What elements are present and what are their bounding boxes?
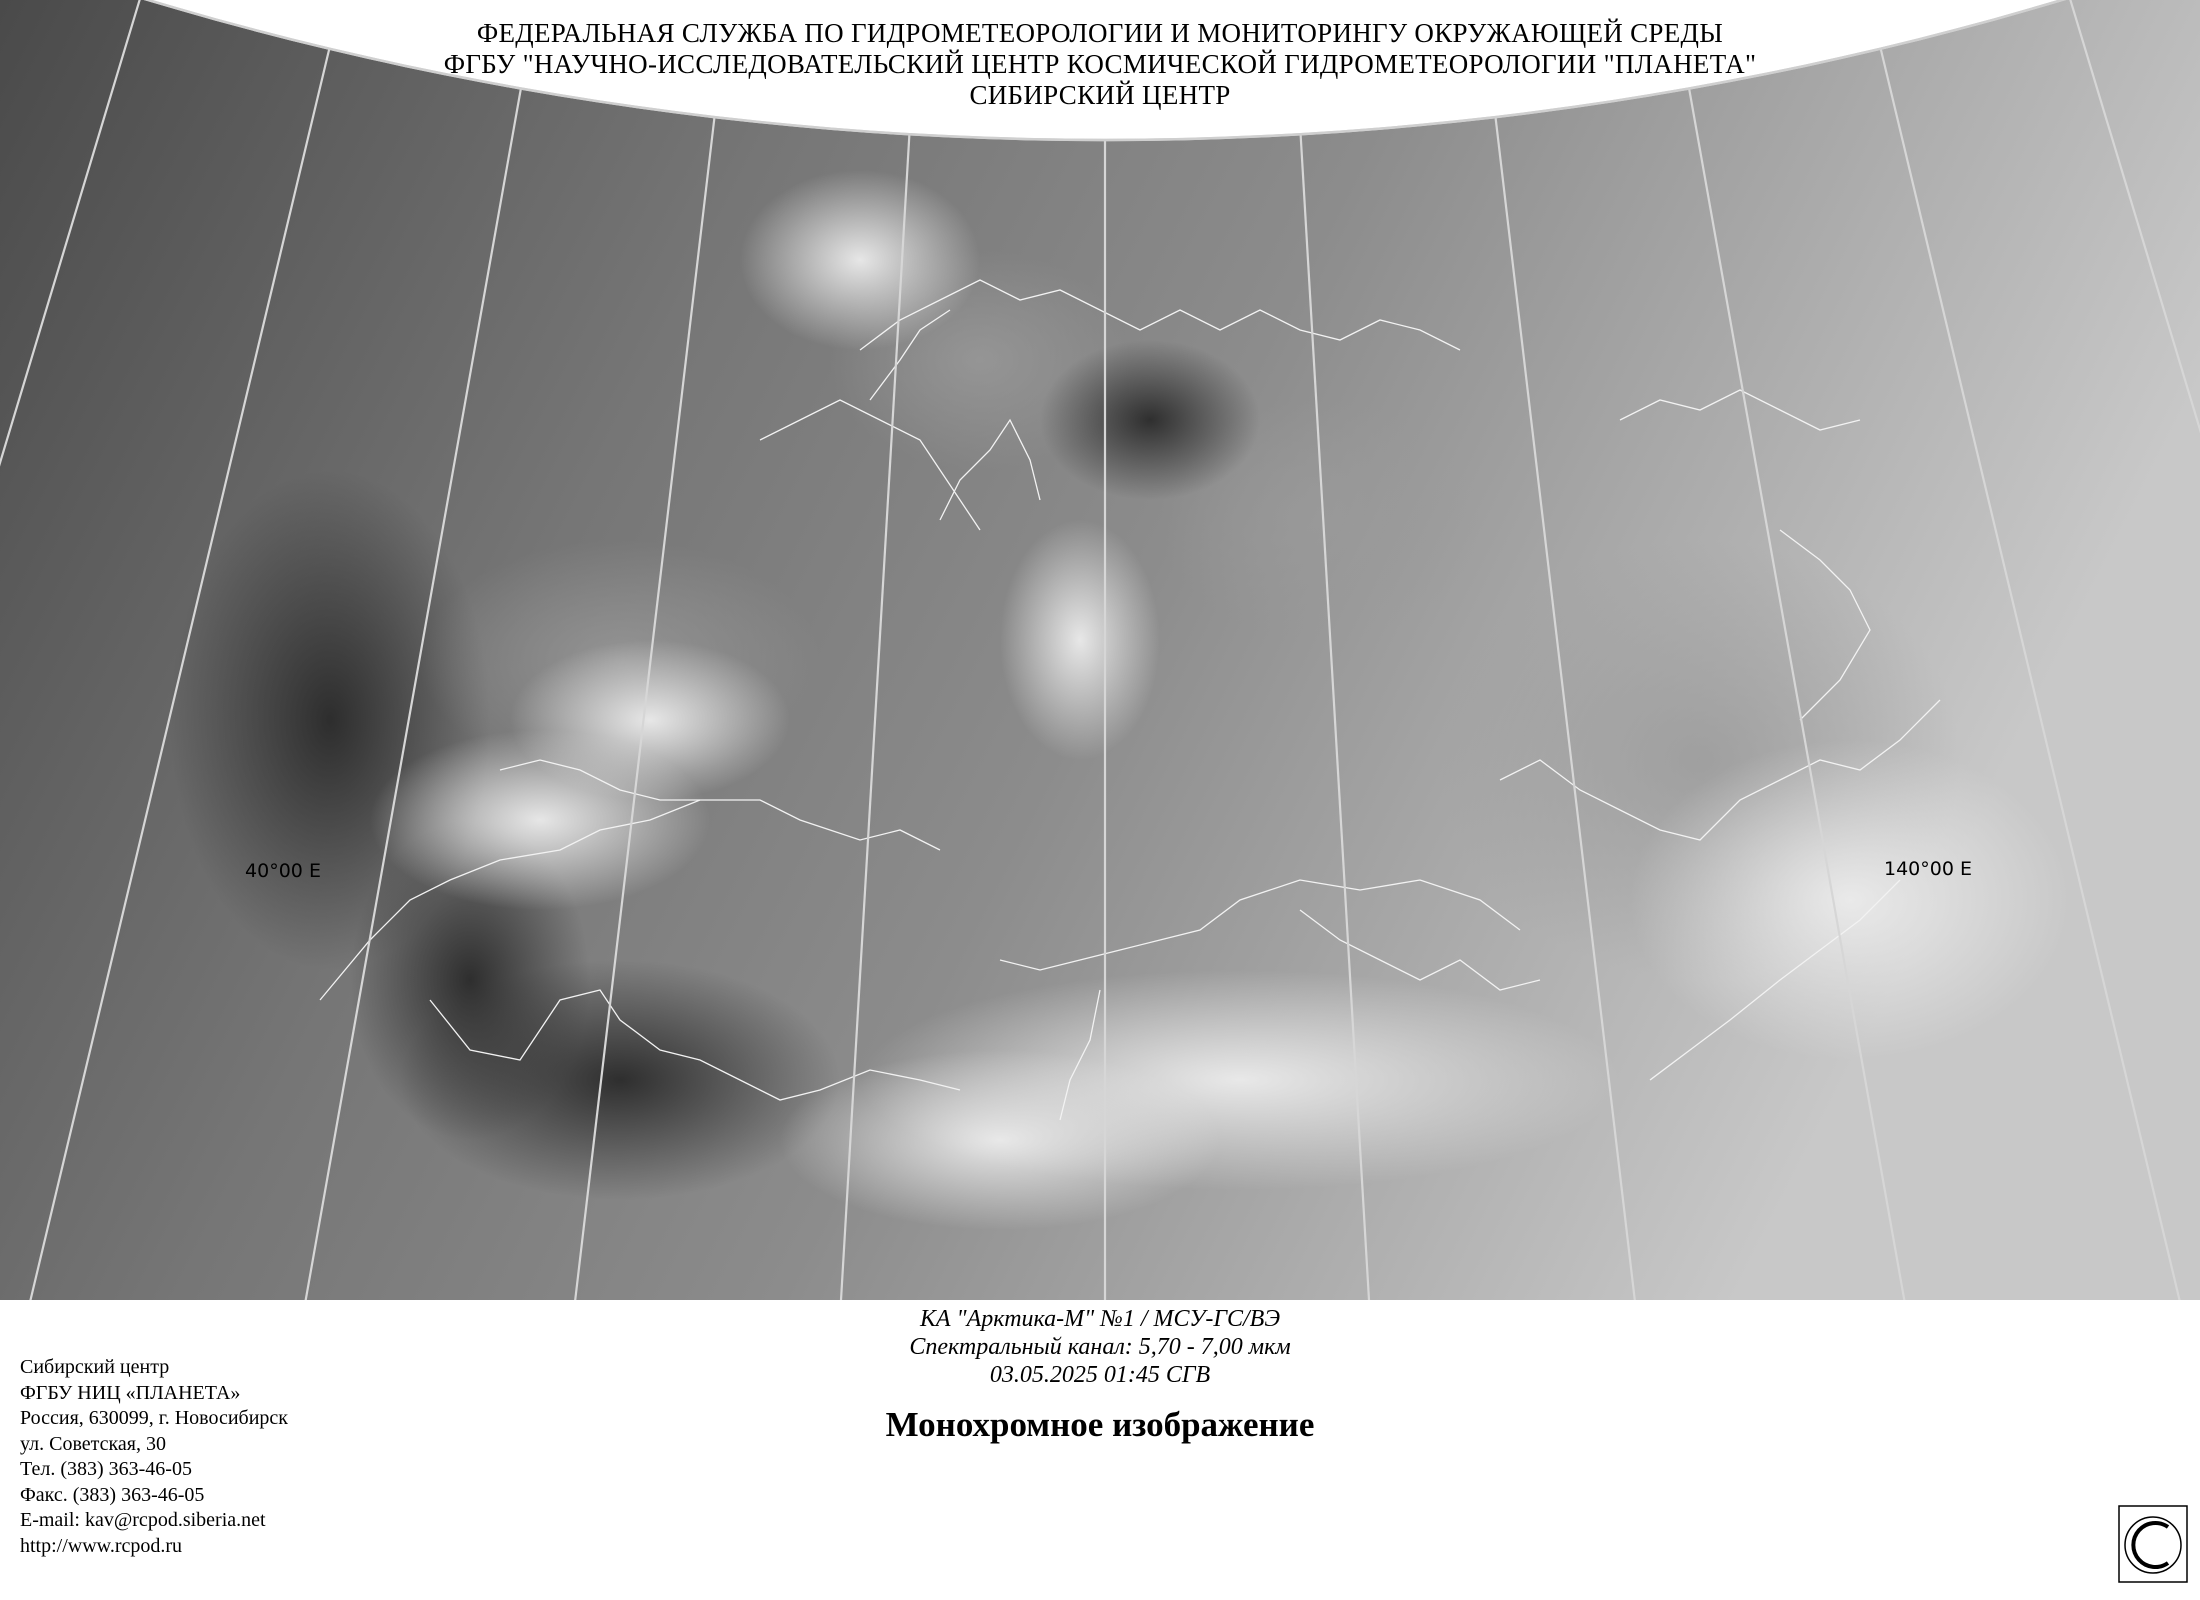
contact-website: http://www.rcpod.ru [20,1534,183,1557]
header-line-1: ФЕДЕРАЛЬНАЯ СЛУЖБА ПО ГИДРОМЕТЕОРОЛОГИИ И МОНИТОРИНГУ ОКРУЖАЮЩЕЙ СРЕДЫ [476,18,1724,48]
contact-email: E-mail: kav@rcpod.siberia.net [20,1509,266,1531]
header-line-3: СИБИРСКИЙ ЦЕНТР [969,80,1231,110]
iso-certification-badge [2118,1505,2188,1583]
longitude-label: 140°00 E [1884,858,1972,880]
contact-line: Россия, 630099, г. Новосибирск [20,1407,289,1429]
longitude-label: 40°00 E [245,860,321,882]
contact-line: Тел. (383) 363-46-05 [20,1458,192,1480]
image-caption [700,1305,1500,1389]
product-title: Монохромное изображение [885,1405,1315,1444]
contact-block [20,1355,288,1559]
contact-line: ФГБУ НИЦ «ПЛАНЕТА» [20,1381,241,1404]
image-datetime: 03.05.2025 01:45 СГВ [989,1362,1211,1388]
spectral-channel: Спектральный канал: 5,70 - 7,00 мкм [909,1334,1291,1360]
contact-line: Сибирский центр [20,1356,170,1378]
contact-line: Факс. (383) 363-46-05 [20,1483,205,1506]
contact-line: ул. Советская, 30 [20,1432,166,1455]
satellite-info: КА "Арктика-М" №1 / МСУ-ГС/ВЭ [919,1306,1281,1332]
header-line-2: ФГБУ "НАУЧНО-ИССЛЕДОВАТЕЛЬСКИЙ ЦЕНТР КОСМИЧЕСКОЙ ГИДРОМЕТЕОРОЛОГИИ "ПЛАНЕТА" [443,49,1757,79]
